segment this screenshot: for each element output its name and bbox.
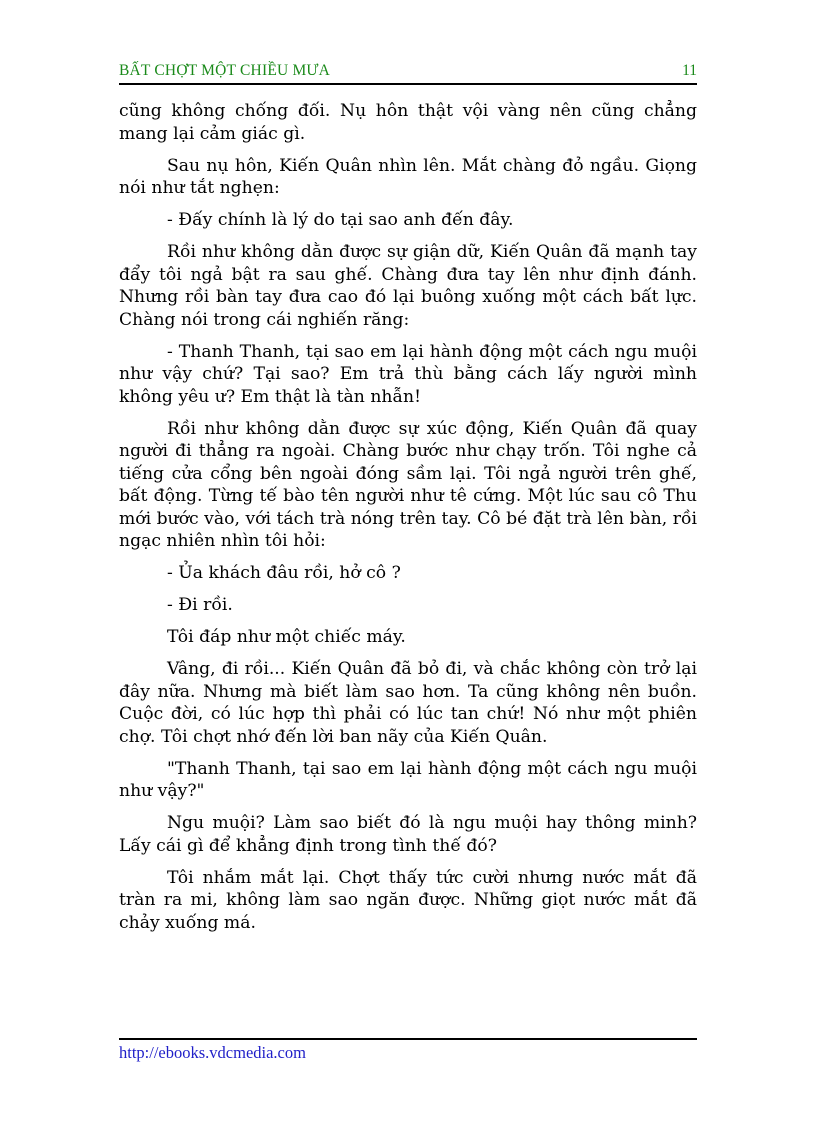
footer-website-link[interactable]: http://ebooks.vdcmedia.com — [119, 1043, 306, 1062]
dialogue-line: - Đấy chính là lý do tại sao anh đến đây. — [167, 210, 514, 230]
header-divider — [119, 83, 697, 85]
paragraph: cũng không chống đối. Nụ hôn thật vội vàng nên cũng chẳng mang lại cảm giác gì. — [119, 101, 697, 144]
dialogue-line: - Thanh Thanh, tại sao em lại hành động một cách ngu muội như vậy chứ? Tại sao? Em trả thù bằng cách lấy người mình không yêu ư? Em thật là tàn nhẫn! — [119, 341, 697, 407]
paragraph: Ngu muội? Làm sao biết đó là ngu muội hay thông minh? Lấy cái gì để khẳng định trong tình thế đó? — [119, 813, 697, 856]
paragraph: Rồi như không dằn được sự xúc động, Kiến Quân đã quay người đi thẳng ra ngoài. Chàng bước như chạy trốn. Tôi nghe cả tiếng cửa cổng bên ngoài đóng sầm lại. Tôi ngả người trên ghế, bất động. Từng tế bào tên người như tê cứng. Một lúc sau cô Thu mới bước vào, với tách trà nóng trên tay. Cô bé đặt trà lên bàn, rồi ngạc nhiên nhìn tôi hỏi: — [119, 418, 697, 551]
page-header — [119, 62, 697, 84]
paragraph: Tôi đáp như một chiếc máy. — [167, 627, 406, 647]
chapter-body — [119, 100, 697, 944]
paragraph: Rồi như không dằn được sự giận dữ, Kiến Quân đã mạnh tay đẩy tôi ngả bật ra sau ghế. Chàng đưa tay lên như định đánh. Nhưng rồi bàn tay đưa cao đó lại buông xuống một cách bất lực. Chàng nói trong cái nghiến răng: — [119, 242, 697, 330]
paragraph: Sau nụ hôn, Kiến Quân nhìn lên. Mắt chàng đỏ ngầu. Giọng nói như tắt nghẹn: — [119, 155, 697, 198]
dialogue-line: - Ủa khách đâu rồi, hở cô ? — [167, 563, 401, 583]
dialogue-line: - Đi rồi. — [167, 595, 233, 615]
quote-line: "Thanh Thanh, tại sao em lại hành động một cách ngu muội như vậy?" — [119, 758, 697, 801]
page-number: 11 — [682, 62, 697, 79]
footer-divider — [119, 1038, 697, 1040]
paragraph: Tôi nhắm mắt lại. Chợt thấy tức cười nhưng nước mắt đã tràn ra mi, không làm sao ngăn được. Những giọt nước mắt đã chảy xuống má. — [119, 867, 697, 933]
paragraph: Vâng, đi rồi... Kiến Quân đã bỏ đi, và chắc không còn trở lại đây nữa. Nhưng mà biết làm sao hơn. Ta cũng không nên buồn. Cuộc đời, có lúc hợp thì phải có lúc tan chứ! Nó như một phiên chợ. Tôi chợt nhớ đến lời ban nãy của Kiến Quân. — [119, 659, 697, 747]
book-title: BẤT CHỢT MỘT CHIỀU MƯA — [119, 62, 331, 79]
